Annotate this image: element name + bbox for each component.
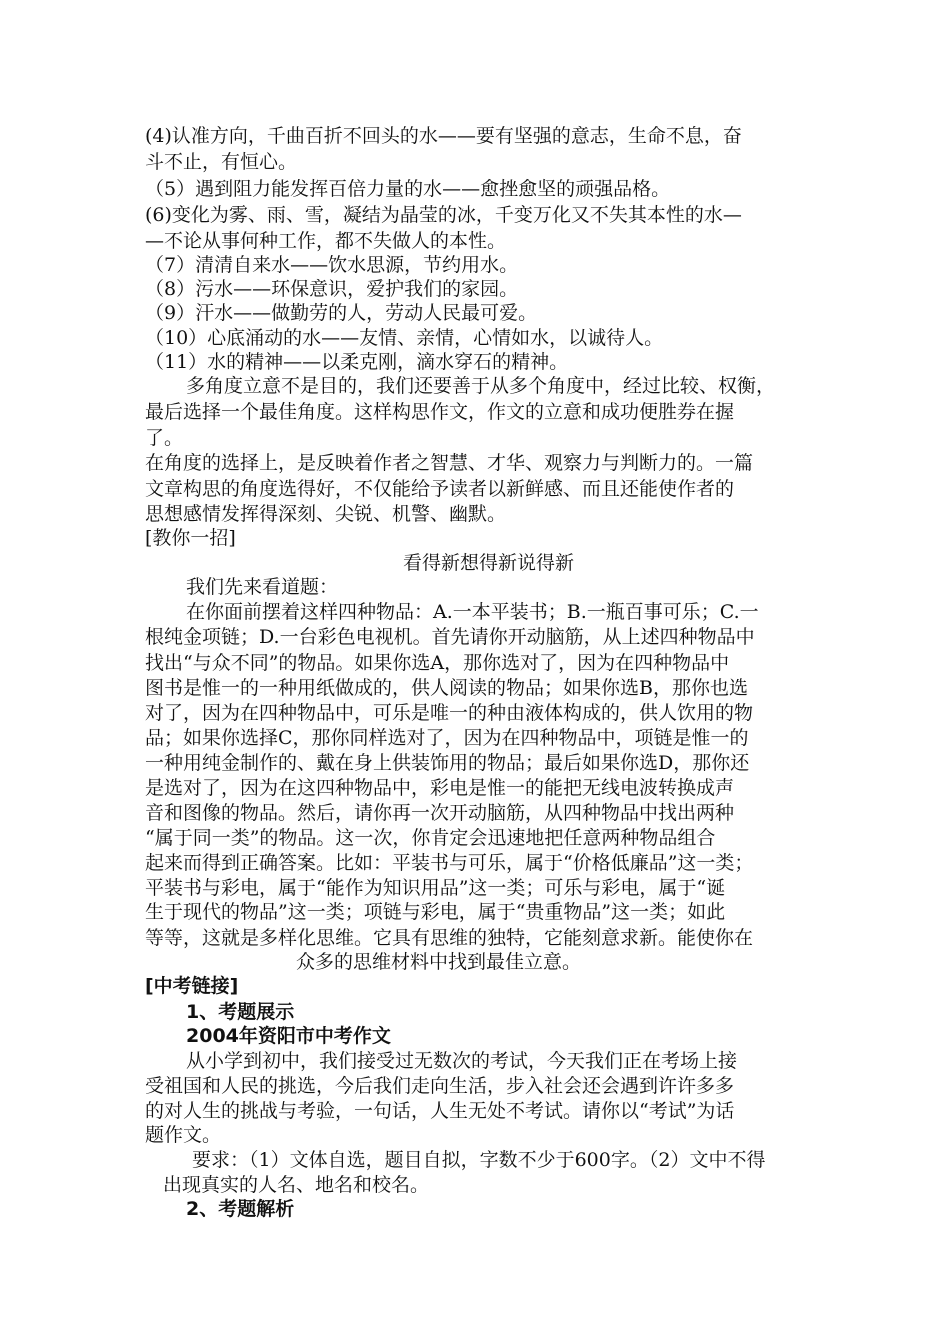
text-line: （11）水的精神——以柔克刚，滴水穿石的精神。 — [145, 351, 569, 373]
text-line: 在角度的选择上，是反映着作者之智慧、才华、观察力与判断力的。一篇 — [145, 452, 754, 474]
text-line: （7）清清自来水——饮水思源，节约用水。 — [145, 254, 519, 276]
subsection-heading: 1、考题展示 — [186, 1001, 295, 1023]
text-line: 是选对了，因为在这四种物品中，彩电是惟一的能把无线电波转换成声 — [145, 777, 735, 799]
exam-title: 2004年资阳市中考作文 — [186, 1025, 391, 1047]
text-line: 文章构思的角度选得好，不仅能给予读者以新鲜感、而且还能使作者的 — [145, 478, 735, 500]
text-line: (6)变化为雾、雨、雪，凝结为晶莹的冰，千变万化又不失其本性的水— — [145, 204, 742, 226]
text-line: （8）污水——环保意识，爱护我们的家园。 — [145, 278, 519, 300]
text-line: 平装书与彩电，属于“能作为知识用品”这一类；可乐与彩电，属于“诞 — [145, 877, 726, 899]
section-heading: [中考链接] — [145, 975, 239, 997]
text-line: 众多的思维材料中找到最佳立意。 — [296, 951, 582, 973]
subsection-heading: 2、考题解析 — [186, 1198, 295, 1220]
text-line: 对了，因为在四种物品中，可乐是唯一的种由液体构成的，供人饮用的物 — [145, 702, 754, 724]
text-line: 从小学到初中，我们接受过无数次的考试，今天我们正在考场上接 — [186, 1050, 738, 1072]
text-line: 生于现代的物品”这一类；项链与彩电，属于“贵重物品”这一类；如此 — [145, 901, 726, 923]
text-line: (4)认准方向，千曲百折不回头的水——要有坚强的意志，生命不息，奋 — [145, 125, 742, 147]
section-heading: [教你一招] — [145, 527, 236, 549]
text-line: “属于同一类”的物品。这一次，你肯定会迅速地把任意两种物品组合 — [145, 827, 716, 849]
text-line: 受祖国和人民的挑选，今后我们走向生活，步入社会还会遇到许许多多 — [145, 1075, 735, 1097]
text-line: 找出“与众不同”的物品。如果你选A，那你选对了，因为在四种物品中 — [145, 652, 730, 674]
text-line: （10）心底涌动的水——友情、亲情，心情如水，以诚待人。 — [145, 327, 664, 349]
text-line: 图书是惟一的一种用纸做成的，供人阅读的物品；如果你选B，那你也选 — [145, 677, 748, 699]
text-line: 起来而得到正确答案。比如：平装书与可乐，属于“价格低廉品”这一类； — [145, 852, 754, 874]
text-line: （9）汗水——做勤劳的人，劳动人民最可爱。 — [145, 302, 538, 324]
text-line: 题作文。 — [145, 1124, 222, 1146]
text-line: 最后选择一个最佳角度。这样构思作文，作文的立意和成功便胜券在握 — [145, 401, 735, 423]
text-line: 品；如果你选择C，那你同样选对了，因为在四种物品中，项链是惟一的 — [145, 727, 749, 749]
text-line: 出现真实的人名、地名和校名。 — [163, 1174, 430, 1196]
text-line: —不论从事何种工作，都不失做人的本性。 — [145, 230, 507, 252]
text-line: 一种用纯金制作的、戴在身上供装饰用的物品；最后如果你选D，那你还 — [145, 752, 750, 774]
text-line: 在你面前摆着这样四种物品：A.一本平装书；B.一瓶百事可乐；C.一 — [186, 601, 759, 623]
text-line: 斗不止，有恒心。 — [145, 151, 298, 173]
text-line: （5）遇到阻力能发挥百倍力量的水——愈挫愈坚的顽强品格。 — [145, 178, 671, 200]
text-line: 的对人生的挑战与考验，一句话，人生无处不考试。请你以“考试”为话 — [145, 1100, 735, 1122]
text-line: 我们先来看道题： — [186, 576, 339, 598]
text-line: 等等，这就是多样化思维。它具有思维的独特，它能刻意求新。能使你在 — [145, 927, 754, 949]
text-line: 音和图像的物品。然后，请你再一次开动脑筋，从四种物品中找出两种 — [145, 802, 735, 824]
text-line: 多角度立意不是目的，我们还要善于从多个角度中，经过比较、权衡， — [186, 375, 776, 397]
text-line: 根纯金项链；D.一台彩色电视机。首先请你开动脑筋，从上述四种物品中 — [145, 626, 755, 648]
article-title: 看得新想得新说得新 — [403, 552, 575, 574]
text-line: 了。 — [145, 427, 184, 449]
text-line: 思想感情发挥得深刻、尖锐、机警、幽默。 — [145, 503, 507, 525]
text-line: 要求：（1）文体自选，题目自拟，字数不少于600字。（2）文中不得 — [192, 1149, 766, 1171]
